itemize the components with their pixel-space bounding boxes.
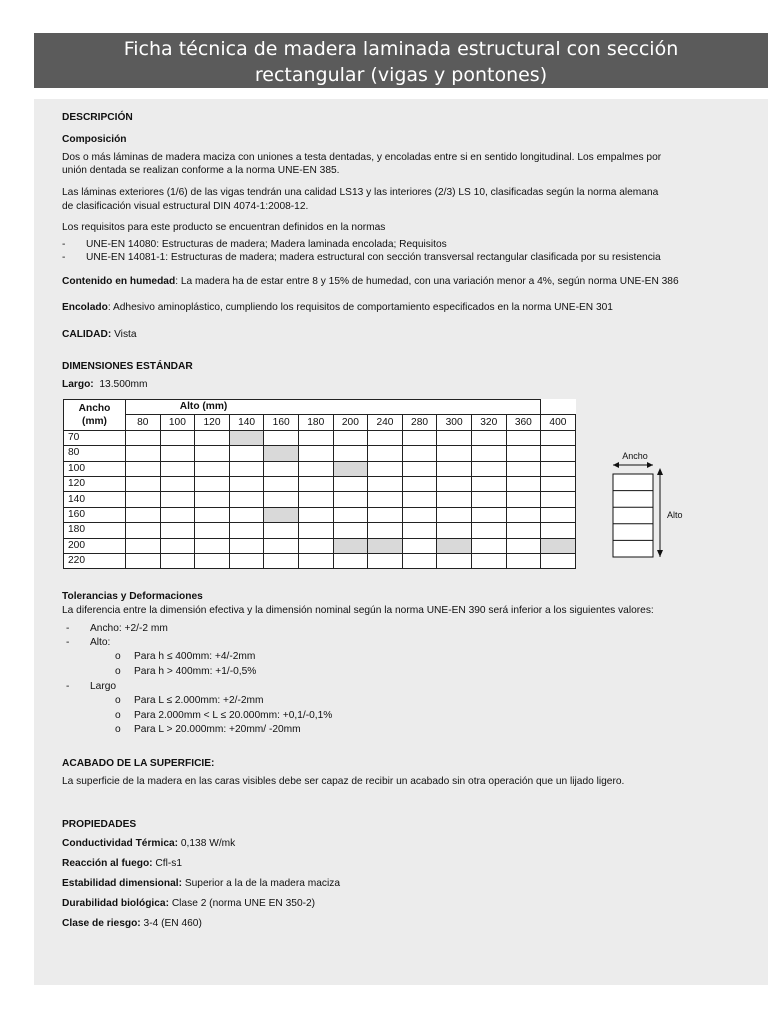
propiedad-value: Superior a la de la madera maciza <box>182 878 341 889</box>
table-cell <box>333 538 368 553</box>
table-cell <box>541 430 576 445</box>
propiedad-label: Estabilidad dimensional: <box>62 878 183 889</box>
ancho-value-cell: 160 <box>64 507 126 522</box>
table-cell <box>471 507 506 522</box>
norma-2-dash: - <box>62 252 66 263</box>
tol-largo-1: Para L ≤ 2.000mm: +2/-2mm <box>134 695 264 706</box>
diagram-alto-label: Alto <box>667 510 683 520</box>
table-cell <box>506 446 541 461</box>
table-cell <box>195 538 230 553</box>
ancho-value-cell: 70 <box>64 430 126 445</box>
table-cell <box>264 446 299 461</box>
tol-largo-3: Para L > 20.000mm: +20mm/ -20mm <box>134 724 301 735</box>
tol-largo-1-bullet: o <box>115 695 121 706</box>
table-cell <box>160 538 195 553</box>
table-cell <box>195 523 230 538</box>
table-cell <box>264 523 299 538</box>
alto-value-cell: 360 <box>506 415 541 430</box>
table-cell <box>160 430 195 445</box>
table-cell <box>541 461 576 476</box>
alto-value-cell: 280 <box>402 415 437 430</box>
table-cell <box>437 446 472 461</box>
table-cell <box>506 523 541 538</box>
table-cell <box>471 461 506 476</box>
propiedad-item <box>62 857 182 870</box>
table-cell <box>368 461 403 476</box>
ancho-value-cell: 100 <box>64 461 126 476</box>
largo-label: Largo: <box>62 379 94 390</box>
table-cell <box>264 461 299 476</box>
header-cell-empty <box>333 400 368 415</box>
propiedad-item <box>62 917 202 930</box>
alto-arrow-top-head <box>657 468 663 475</box>
alto-header: Alto (mm) <box>126 400 230 415</box>
table-cell <box>541 476 576 491</box>
table-cell <box>264 430 299 445</box>
tolerancias-intro: La diferencia entre la dimensión efectiva y la dimensión nominal según la norma UNE-EN 390 será inferior a los siguientes valores: <box>62 605 654 616</box>
propiedad-label: Durabilidad biológica: <box>62 898 169 909</box>
ancho-header-cell <box>64 400 126 431</box>
header-cell-empty <box>264 400 299 415</box>
table-cell <box>333 553 368 568</box>
composicion-heading: Composición <box>62 134 127 145</box>
page-header <box>34 33 768 88</box>
norma-1-dash: - <box>62 239 66 250</box>
humedad-label: Contenido en humedad <box>62 276 176 287</box>
acabado-heading: ACABADO DE LA SUPERFICIE: <box>62 758 215 769</box>
table-cell <box>368 492 403 507</box>
descripcion-heading: DESCRIPCIÓN <box>62 112 133 123</box>
table-cell <box>402 430 437 445</box>
ancho-value-cell: 200 <box>64 538 126 553</box>
table-cell <box>333 492 368 507</box>
table-cell <box>506 538 541 553</box>
title-line-2: rectangular (vigas y pontones) <box>254 64 548 86</box>
table-cell <box>195 476 230 491</box>
table-cell <box>402 507 437 522</box>
calidad-label: CALIDAD: <box>62 329 112 340</box>
table-cell <box>471 538 506 553</box>
table-row <box>64 476 576 491</box>
table-cell <box>541 446 576 461</box>
table-cell <box>126 492 161 507</box>
alto-value-cell: 240 <box>368 415 403 430</box>
header-cell-empty <box>298 400 333 415</box>
table-cell <box>541 553 576 568</box>
tol-alto-dash: - <box>66 637 70 648</box>
table-cell <box>126 538 161 553</box>
table-cell <box>229 476 264 491</box>
table-cell <box>126 430 161 445</box>
table-cell <box>471 446 506 461</box>
table-cell <box>471 476 506 491</box>
table-cell <box>541 538 576 553</box>
alto-value-cell: 100 <box>160 415 195 430</box>
table-cell <box>229 507 264 522</box>
table-cell <box>402 553 437 568</box>
table-cell <box>195 492 230 507</box>
dimensiones-heading: DIMENSIONES ESTÁNDAR <box>62 361 193 372</box>
table-cell <box>229 430 264 445</box>
table-cell <box>264 492 299 507</box>
encolado-text: : Adhesivo aminoplástico, cumpliendo los requisitos de comportamiento especificados en la norma UNE-EN 301 <box>107 302 613 313</box>
table-cell <box>298 492 333 507</box>
table-cell <box>506 476 541 491</box>
diagram-ancho-label: Ancho <box>622 451 648 461</box>
table-cell <box>506 553 541 568</box>
ancho-header-1: Ancho <box>78 402 111 414</box>
table-cell <box>506 430 541 445</box>
table-cell <box>437 492 472 507</box>
propiedad-label: Conductividad Térmica: <box>62 838 179 849</box>
table-cell <box>160 553 195 568</box>
table-cell <box>506 461 541 476</box>
tol-alto-2: Para h > 400mm: +1/-0,5% <box>134 666 257 677</box>
paragraph-2-line-1: Las láminas exteriores (1/6) de las vigas tendrán una calidad LS13 y las interiores (2/3) LS 10, clasificadas según la norma alemana <box>62 187 659 198</box>
table-cell <box>471 430 506 445</box>
table-cell <box>541 523 576 538</box>
norma-1: UNE-EN 14080: Estructuras de madera; Madera laminada encolada; Requisitos <box>86 239 447 250</box>
table-cell <box>229 538 264 553</box>
table-cell <box>298 476 333 491</box>
table-cell <box>402 461 437 476</box>
table-cell <box>368 430 403 445</box>
table-cell <box>195 446 230 461</box>
header-cell-empty <box>471 400 506 415</box>
propiedad-item <box>62 837 235 850</box>
alto-arrow-bottom-head <box>657 550 663 557</box>
propiedad-value: Cfl-s1 <box>152 858 183 869</box>
table-cell <box>160 523 195 538</box>
table-row <box>64 430 576 445</box>
table-cell <box>506 507 541 522</box>
table-cell <box>402 492 437 507</box>
table-cell <box>126 523 161 538</box>
table-cell <box>229 492 264 507</box>
table-cell <box>264 553 299 568</box>
table-cell <box>368 553 403 568</box>
table-cell <box>506 492 541 507</box>
ancho-value-cell: 80 <box>64 446 126 461</box>
paragraph-1-line-1: Dos o más láminas de madera maciza con uniones a testa dentadas, y encoladas entre si en sentido longitudinal. Los empalmes por <box>62 152 662 163</box>
ancho-value-cell: 180 <box>64 523 126 538</box>
table-cell <box>160 507 195 522</box>
alto-value-cell: 320 <box>471 415 506 430</box>
table-cell <box>402 446 437 461</box>
ancho-value-cell: 140 <box>64 492 126 507</box>
table-cell <box>402 538 437 553</box>
table-cell <box>437 476 472 491</box>
tol-alto-1-bullet: o <box>115 651 121 662</box>
table-cell <box>298 553 333 568</box>
tol-alto-2-bullet: o <box>115 666 121 677</box>
header-cell-empty <box>402 400 437 415</box>
calidad-line <box>62 328 137 341</box>
table-row <box>64 507 576 522</box>
alto-value-cell: 200 <box>333 415 368 430</box>
title-line-1: Ficha técnica de madera laminada estructural con sección <box>123 38 679 60</box>
table-cell <box>333 523 368 538</box>
norma-2: UNE-EN 14081-1: Estructuras de madera; madera estructural con sección transversal rectangular clasificada por su resistencia <box>86 252 661 263</box>
table-cell <box>437 461 472 476</box>
humedad-line <box>62 275 679 288</box>
tol-largo-2: Para 2.000mm < L ≤ 20.000mm: +0,1/-0,1% <box>134 710 333 721</box>
table-header-row <box>64 400 576 415</box>
humedad-text: : La madera ha de estar entre 8 y 15% de humedad, con una variación menor a 4%, según norma UNE-EN 386 <box>175 276 679 287</box>
table-cell <box>195 507 230 522</box>
table-cell <box>437 507 472 522</box>
propiedad-item <box>62 877 340 890</box>
table-cell <box>333 476 368 491</box>
calidad-value: Vista <box>111 329 137 340</box>
ancho-header-2: (mm) <box>82 415 107 427</box>
table-cell <box>333 507 368 522</box>
propiedad-label: Reacción al fuego: <box>62 858 153 869</box>
alto-value-cell: 180 <box>298 415 333 430</box>
paragraph-2-line-2: de clasificación visual estructural DIN 4074-1:2008-12. <box>62 201 309 212</box>
table-row <box>64 553 576 568</box>
ancho-value-cell: 120 <box>64 476 126 491</box>
acabado-text: La superficie de la madera en las caras visibles debe ser capaz de recibir un acabado sin otra operación que un lijado ligero. <box>62 776 625 787</box>
table-cell <box>229 461 264 476</box>
header-cell-empty <box>437 400 472 415</box>
tol-ancho-dash: - <box>66 623 70 634</box>
table-cell <box>195 461 230 476</box>
table-cell <box>368 476 403 491</box>
propiedad-value: Clase 2 (norma UNE EN 350-2) <box>168 898 316 909</box>
table-cell <box>229 446 264 461</box>
alto-value-cell: 400 <box>541 415 576 430</box>
table-cell <box>471 523 506 538</box>
tol-largo-dash: - <box>66 681 70 692</box>
table-cell <box>195 553 230 568</box>
table-cell <box>264 476 299 491</box>
alto-value-cell: 160 <box>264 415 299 430</box>
propiedad-label: Clase de riesgo: <box>62 918 141 929</box>
table-cell <box>368 446 403 461</box>
table-cell <box>195 430 230 445</box>
table-cell <box>229 523 264 538</box>
tol-largo-3-bullet: o <box>115 724 121 735</box>
ancho-arrow-right-head <box>647 462 653 468</box>
table-cell <box>541 492 576 507</box>
table-cell <box>437 523 472 538</box>
table-cell <box>126 507 161 522</box>
ancho-arrow-left-head <box>613 462 619 468</box>
table-cell <box>368 507 403 522</box>
propiedad-value: 3-4 (EN 460) <box>140 918 202 929</box>
table-cell <box>541 507 576 522</box>
table-cell <box>264 538 299 553</box>
table-row <box>64 523 576 538</box>
header-cell-empty <box>506 400 541 415</box>
table-cell <box>298 538 333 553</box>
table-row <box>64 492 576 507</box>
largo-line <box>62 378 148 391</box>
table-cell <box>402 476 437 491</box>
table-cell <box>126 461 161 476</box>
table-cell <box>160 461 195 476</box>
table-cell <box>471 553 506 568</box>
table-cell <box>437 430 472 445</box>
table-cell <box>437 538 472 553</box>
paragraph-1-line-2: unión dentada se realizan conforme a la norma UNE-EN 385. <box>62 165 340 176</box>
table-cell <box>368 538 403 553</box>
table-cell <box>437 553 472 568</box>
table-cell <box>333 430 368 445</box>
alto-values-row <box>64 415 576 430</box>
largo-value: 13.500mm <box>99 379 148 390</box>
paragraph-3: Los requisitos para este producto se encuentran definidos en la normas <box>62 222 386 233</box>
table-cell <box>229 553 264 568</box>
tol-alto-1: Para h ≤ 400mm: +4/-2mm <box>134 651 256 662</box>
alto-value-cell: 300 <box>437 415 472 430</box>
table-cell <box>264 507 299 522</box>
table-cell <box>298 461 333 476</box>
tolerancias-heading: Tolerancias y Deformaciones <box>62 591 203 602</box>
table-cell <box>298 430 333 445</box>
tol-largo-2-bullet: o <box>115 710 121 721</box>
table-row <box>64 446 576 461</box>
propiedad-value: 0,138 W/mk <box>178 838 236 849</box>
table-cell <box>126 553 161 568</box>
propiedad-item <box>62 897 315 910</box>
tol-largo: Largo <box>90 681 117 692</box>
encolado-line <box>62 301 613 314</box>
table-cell <box>333 461 368 476</box>
table-cell <box>160 492 195 507</box>
table-cell <box>298 507 333 522</box>
table-cell <box>160 476 195 491</box>
table-cell <box>402 523 437 538</box>
table-cell <box>298 446 333 461</box>
table-cell <box>368 523 403 538</box>
dimensions-table <box>63 399 576 569</box>
table-cell <box>333 446 368 461</box>
table-cell <box>471 492 506 507</box>
beam-section-rect <box>613 474 653 557</box>
table-cell <box>160 446 195 461</box>
table-row <box>64 461 576 476</box>
header-cell-empty <box>368 400 403 415</box>
section-diagram <box>600 445 720 565</box>
tol-ancho: Ancho: +2/-2 mm <box>90 623 168 634</box>
table-cell <box>298 523 333 538</box>
alto-value-cell: 140 <box>229 415 264 430</box>
header-cell-empty <box>229 400 264 415</box>
ancho-value-cell: 220 <box>64 553 126 568</box>
table-row <box>64 538 576 553</box>
propiedades-heading: PROPIEDADES <box>62 819 137 830</box>
alto-value-cell: 120 <box>195 415 230 430</box>
tol-alto: Alto: <box>90 637 111 648</box>
table-cell <box>126 446 161 461</box>
encolado-label: Encolado <box>62 302 108 313</box>
alto-value-cell: 80 <box>126 415 161 430</box>
table-cell <box>126 476 161 491</box>
